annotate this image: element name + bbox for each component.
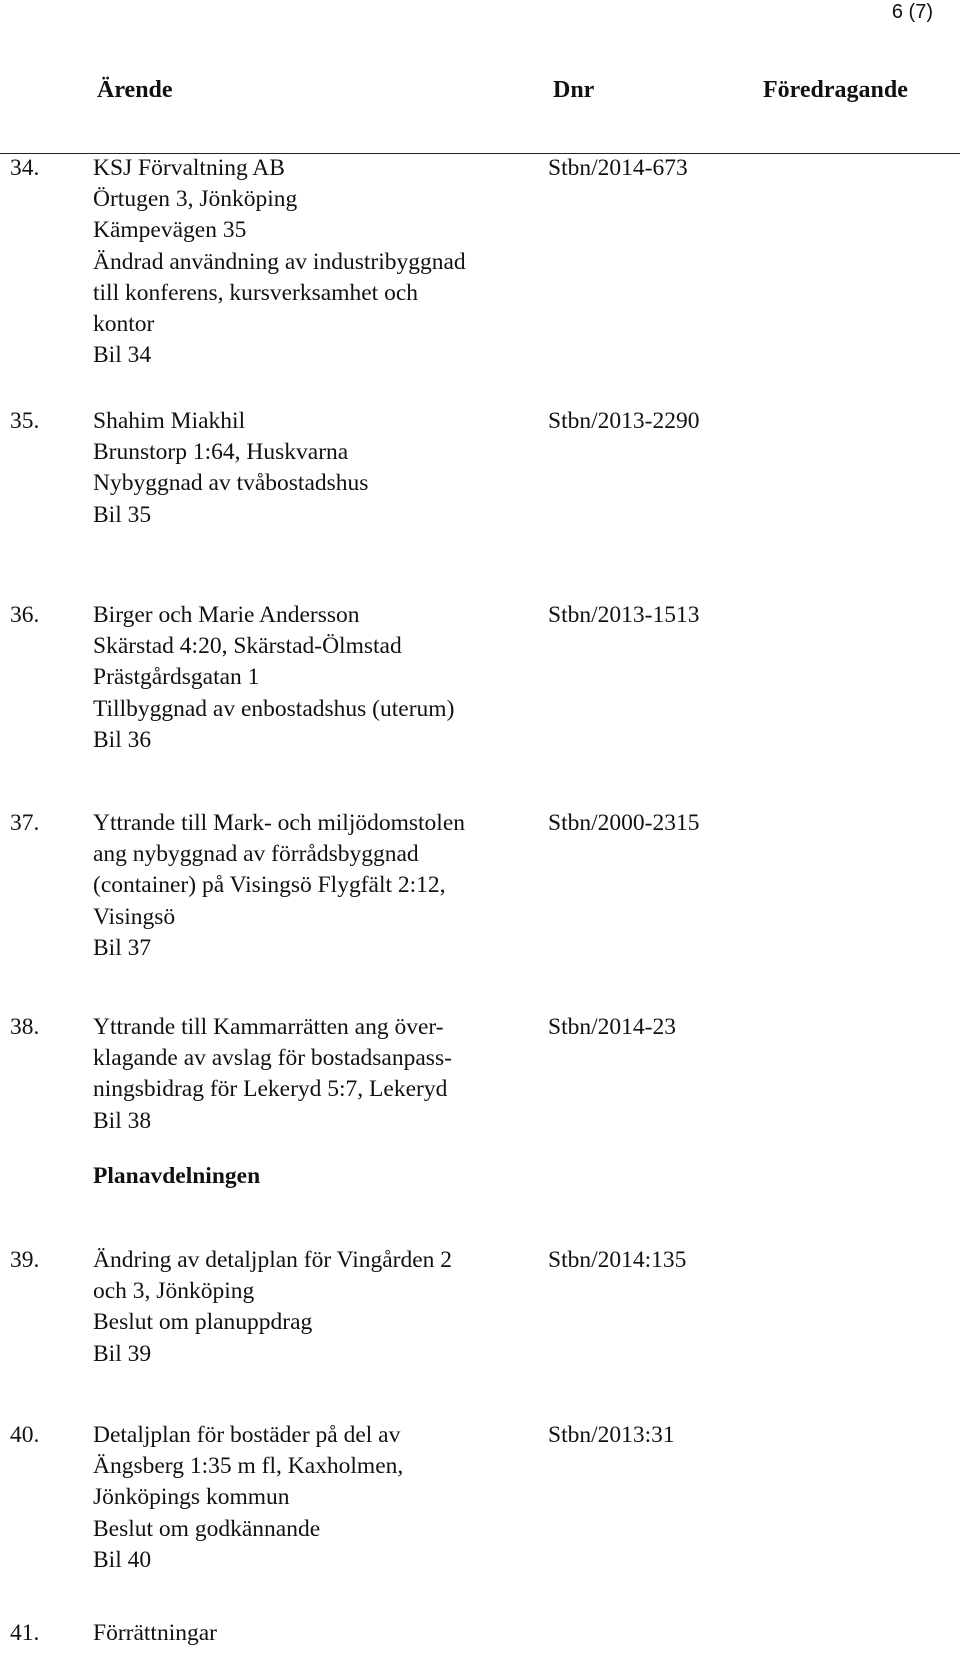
- item-line: klagande av avslag för bostadsanpass-: [93, 1045, 452, 1072]
- item-number: 36.: [10, 602, 40, 628]
- item-line: Birger och Marie Andersson: [93, 602, 360, 628]
- item-description: [93, 1012, 533, 1137]
- item-line: Prästgårdsgatan 1: [93, 664, 260, 691]
- header-arende: Ärende: [97, 77, 173, 103]
- item-description: [93, 153, 533, 371]
- item-line: Kämpevägen 35: [93, 217, 247, 244]
- item-line: ningsbidrag för Lekeryd 5:7, Lekeryd: [93, 1076, 448, 1103]
- item-description: [93, 808, 533, 964]
- item-line: Beslut om planuppdrag: [93, 1309, 313, 1336]
- item-line: Yttrande till Kammarrätten ang över-: [93, 1014, 444, 1040]
- item-description: [93, 406, 533, 531]
- item-line: Bil 38: [93, 1107, 152, 1134]
- item-line: Ändrad användning av industribyggnad: [93, 248, 466, 275]
- item-line: (container) på Visingsö Flygfält 2:12,: [93, 872, 446, 899]
- header-foredragande: Föredragande: [763, 77, 908, 103]
- item-line: Visingsö: [93, 903, 176, 930]
- item-number: 38.: [10, 1014, 40, 1040]
- item-line: KSJ Förvaltning AB: [93, 155, 285, 181]
- item-line: Beslut om godkännande: [93, 1515, 321, 1542]
- item-line: Bil 40: [93, 1546, 152, 1573]
- item-number: 39.: [10, 1247, 40, 1273]
- item-line: Bil 35: [93, 501, 152, 528]
- page-number: 6 (7): [891, 1, 933, 23]
- item-dnr: Stbn/2014-673: [548, 155, 688, 181]
- item-number: 35.: [10, 408, 40, 434]
- agenda-header: [0, 77, 960, 113]
- item-line: Ängsberg 1:35 m fl, Kaxholmen,: [93, 1453, 404, 1480]
- item-dnr: Stbn/2013:31: [548, 1422, 675, 1448]
- item-dnr: Stbn/2014:135: [548, 1247, 687, 1273]
- item-description: [93, 1420, 533, 1576]
- item-line: till konferens, kursverksamhet och: [93, 279, 418, 306]
- section-title-planavdelningen: Planavdelningen: [93, 1163, 261, 1189]
- item-line: Bil 37: [93, 934, 152, 961]
- item-line: Bil 34: [93, 342, 152, 369]
- item-line: Shahim Miakhil: [93, 408, 246, 434]
- item-number: 34.: [10, 155, 40, 181]
- item-line: Nybyggnad av tvåbostadshus: [93, 470, 369, 497]
- item-number: 40.: [10, 1422, 40, 1448]
- item-line: Ändring av detaljplan för Vingården 2: [93, 1247, 453, 1273]
- item-dnr: Stbn/2013-2290: [548, 408, 700, 434]
- item-line: ang nybyggnad av förrådsbyggnad: [93, 841, 419, 868]
- item-number: 37.: [10, 810, 40, 836]
- item-line: Örtugen 3, Jönköping: [93, 186, 298, 213]
- item-line: Jönköpings kommun: [93, 1484, 290, 1511]
- header-dnr: Dnr: [553, 77, 595, 103]
- item-line: Tillbyggnad av enbostadshus (uterum): [93, 695, 455, 722]
- item-dnr: Stbn/2013-1513: [548, 602, 700, 628]
- item-line: Bil 39: [93, 1340, 152, 1367]
- item-line: Brunstorp 1:64, Huskvarna: [93, 439, 349, 466]
- item-description: [93, 1245, 533, 1370]
- item-line: Bil 36: [93, 726, 152, 753]
- item-line: Förrättningar: [93, 1620, 217, 1646]
- item-description: [93, 600, 533, 756]
- item-line: Detaljplan för bostäder på del av: [93, 1422, 401, 1448]
- item-line: Skärstad 4:20, Skärstad-Ölmstad: [93, 633, 402, 660]
- item-line: och 3, Jönköping: [93, 1278, 255, 1305]
- item-line: kontor: [93, 311, 155, 338]
- item-dnr: Stbn/2000-2315: [548, 810, 700, 836]
- item-number: 41.: [10, 1620, 40, 1646]
- item-line: Yttrande till Mark- och miljödomstolen: [93, 810, 466, 836]
- item-dnr: Stbn/2014-23: [548, 1014, 676, 1040]
- item-description: [93, 1618, 533, 1649]
